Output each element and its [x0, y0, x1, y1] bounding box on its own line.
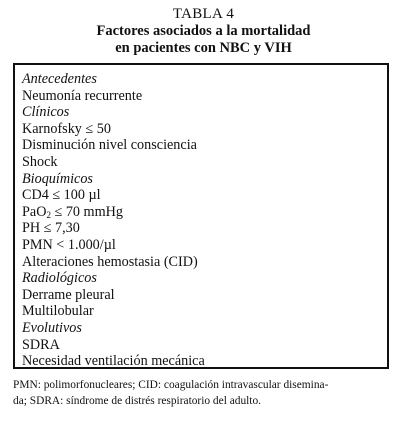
table-footnote [13, 377, 398, 409]
category-heading [22, 171, 387, 188]
factors-table [13, 63, 389, 369]
factor-item [22, 121, 387, 138]
factor-item [22, 204, 387, 221]
table-title-line-1: Factores asociados a la mortalidad [96, 23, 311, 39]
category-heading-text: Bioquímicos [22, 170, 93, 187]
factor-item-text: Karnofsky ≤ 50 [22, 120, 111, 137]
category-heading-text: Evolutivos [22, 319, 82, 336]
factor-item [22, 237, 387, 254]
category-heading [22, 104, 387, 121]
factor-item-text: Shock [22, 153, 58, 170]
factor-item [22, 254, 387, 271]
factor-item-text: PMN < 1.000/µl [22, 236, 116, 253]
table-title-block [0, 6, 407, 57]
footnote-line-2: da; SDRA: síndrome de distrés respiratorio del adulto. [13, 395, 262, 407]
factor-item-text: Disminución nivel consciencia [22, 137, 197, 154]
factor-item-text: SDRA [22, 336, 60, 353]
factor-item-text-rest: ≤ 70 mmHg [50, 203, 123, 220]
factor-item-subscript: 2 [46, 209, 51, 220]
factor-item-text: Alteraciones hemostasia (CID) [22, 253, 198, 270]
factor-item-text: CD4 ≤ 100 µl [22, 187, 101, 204]
category-heading-text: Clínicos [22, 104, 70, 121]
factor-item-text: Multilobular [22, 303, 94, 320]
category-heading-text: Radiológicos [22, 270, 97, 287]
category-heading-text: Antecedentes [22, 71, 97, 87]
factor-item [22, 220, 387, 237]
table-number: TABLA 4 [172, 6, 235, 22]
category-heading [22, 320, 387, 337]
factor-item [22, 353, 387, 370]
factor-item [22, 303, 387, 320]
factor-item [22, 287, 387, 304]
table-title-line-2: en pacientes con NBC y VIH [115, 40, 292, 56]
factor-item-text: PaO [22, 203, 47, 220]
factor-item [22, 187, 387, 204]
factor-item [22, 137, 387, 154]
factor-item-text: PH ≤ 7,30 [22, 220, 80, 237]
factor-item-text: Necesidad ventilación mecánica [22, 353, 205, 370]
factor-item [22, 88, 387, 105]
factor-item-text: Neumonía recurrente [22, 87, 143, 104]
footnote-line-1: PMN: polimorfonucleares; CID: coagulación intravascular disemina- [13, 379, 329, 391]
category-heading [22, 270, 387, 287]
factor-item [22, 337, 387, 354]
category-heading [22, 71, 387, 88]
factor-item [22, 154, 387, 171]
factor-item-text: Derrame pleural [22, 286, 115, 303]
